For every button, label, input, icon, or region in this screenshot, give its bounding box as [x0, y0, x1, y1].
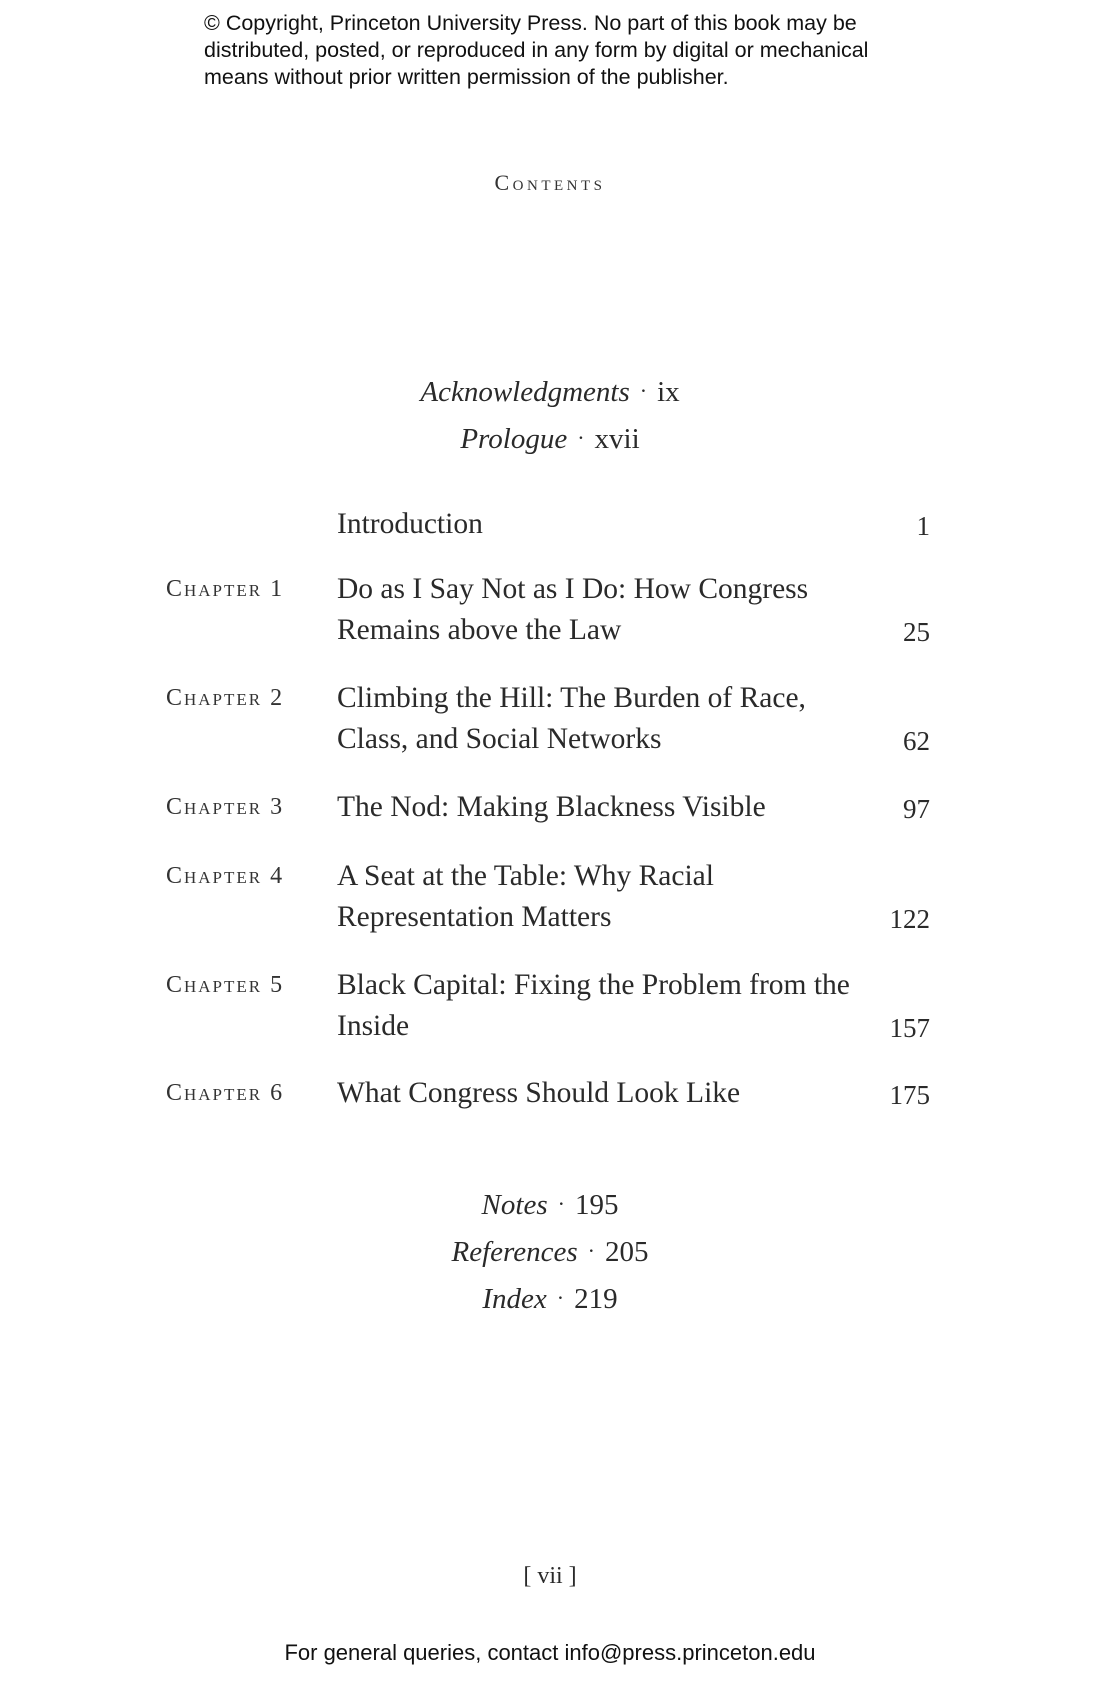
separator-dot: ·: [639, 378, 648, 403]
separator-dot: ·: [557, 1191, 565, 1216]
front-matter: [0, 367, 1100, 461]
chapter-title: Introduction: [337, 508, 483, 540]
chapter-title: Climbing the Hill: The Burden of Race, Class, and Social Networks: [337, 682, 806, 755]
footer-contact-note: For general queries, contact info@press.princeton.edu: [284, 1640, 816, 1665]
entry-title: Acknowledgments: [420, 376, 630, 408]
page-number: 157: [889, 1013, 930, 1043]
chapter-title: Do as I Say Not as I Do: How Congress Remains above the Law: [337, 573, 809, 646]
page-number: 97: [903, 794, 930, 824]
page-number: 195: [574, 1189, 619, 1221]
page-number: 1: [916, 511, 930, 541]
page-number: 205: [604, 1236, 649, 1268]
chapter-title: The Nod: Making Blackness Visible: [337, 791, 766, 823]
entry-title: Prologue: [460, 423, 568, 455]
toc-entry-chapter-6[interactable]: [166, 1073, 930, 1114]
copyright-notice: [204, 10, 924, 91]
toc-entry-chapter-4[interactable]: [166, 856, 930, 938]
chapter-label: Chapter 3: [166, 794, 285, 820]
separator-dot: ·: [556, 1285, 565, 1310]
front-matter-entry[interactable]: [0, 414, 1100, 461]
back-matter-entry[interactable]: [0, 1227, 1100, 1274]
chapter-label: Chapter 2: [166, 685, 285, 711]
copyright-line: © Copyright, Princeton University Press. No part of this book may be: [204, 11, 857, 35]
entry-title: Index: [482, 1283, 547, 1315]
copyright-line: distributed, posted, or reproduced in any form by digital or mechanical: [204, 38, 869, 62]
page-number: 62: [903, 726, 930, 756]
page-number: ix: [657, 376, 680, 408]
page-folio: [ vii ]: [523, 1563, 577, 1589]
table-of-contents: [166, 504, 930, 1114]
page-number: 122: [889, 904, 930, 934]
chapter-title: What Congress Should Look Like: [337, 1077, 741, 1109]
separator-dot: ·: [587, 1238, 595, 1263]
contents-heading: Contents: [494, 170, 606, 195]
entry-title: References: [451, 1236, 578, 1268]
chapter-label: Chapter 1: [166, 576, 285, 602]
chapter-label: Chapter 4: [166, 863, 285, 889]
chapter-label: Chapter 5: [166, 972, 285, 998]
entry-title: Notes: [481, 1189, 548, 1221]
back-matter: [0, 1180, 1100, 1321]
toc-entry-chapter-1[interactable]: [166, 569, 930, 651]
back-matter-entry[interactable]: [0, 1274, 1100, 1321]
front-matter-entry[interactable]: [0, 367, 1100, 414]
page-number: 175: [889, 1080, 930, 1110]
toc-entry-introduction[interactable]: [166, 504, 930, 545]
page-number: 219: [574, 1283, 618, 1315]
chapter-title: Black Capital: Fixing the Problem from the Inside: [337, 969, 850, 1042]
back-matter-entry[interactable]: [0, 1180, 1100, 1227]
toc-entry-chapter-2[interactable]: [166, 678, 930, 760]
separator-dot: ·: [577, 425, 585, 450]
chapter-title: A Seat at the Table: Why Racial Representation Matters: [337, 860, 714, 933]
page-number: xvii: [594, 423, 640, 455]
toc-entry-chapter-3[interactable]: [166, 787, 930, 828]
toc-entry-chapter-5[interactable]: [166, 965, 930, 1047]
copyright-line: means without prior written permission of the publisher.: [204, 65, 729, 89]
chapter-label: Chapter 6: [166, 1080, 285, 1106]
page-number: 25: [903, 617, 930, 647]
